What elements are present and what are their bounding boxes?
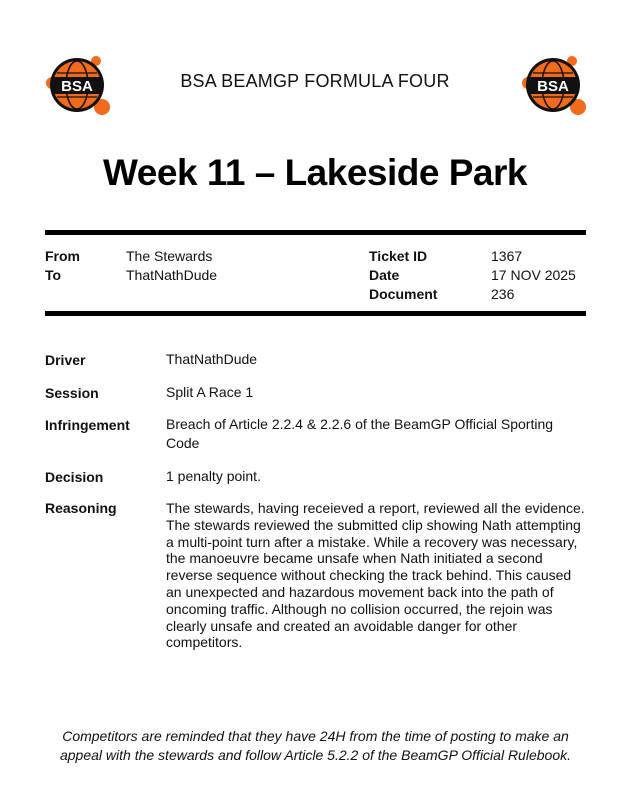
page-title: Week 11 – Lakeside Park — [103, 152, 527, 193]
decision-label: Decision — [45, 469, 104, 485]
date-value: 17 NOV 2025 — [491, 267, 576, 283]
reasoning-label: Reasoning — [45, 500, 117, 516]
to-label: To — [45, 267, 62, 283]
divider-bottom — [45, 311, 586, 316]
ticket-id-label: Ticket ID — [369, 248, 428, 264]
appeal-notice: Competitors are reminded that they have 24H from the time of posting to make an appeal with the stewards and follow Article 5.2.2 of the BeamGP Official Rulebook. — [59, 728, 571, 763]
logo-text: BSA — [61, 78, 93, 95]
divider-top — [45, 230, 586, 235]
session-label: Session — [45, 385, 99, 401]
ticket-id-value: 1367 — [491, 248, 523, 264]
logo-text: BSA — [537, 78, 569, 95]
date-label: Date — [369, 267, 400, 283]
infringement-value: Breach of Article 2.2.4 & 2.2.6 of the BeamGP Official Sporting Code — [166, 416, 554, 451]
driver-label: Driver — [45, 352, 86, 368]
from-label: From — [45, 248, 80, 264]
document-value: 236 — [491, 286, 515, 302]
from-value: The Stewards — [126, 248, 213, 264]
session-value: Split A Race 1 — [166, 384, 254, 400]
decision-value: 1 penalty point. — [166, 468, 261, 484]
infringement-label: Infringement — [45, 417, 130, 433]
to-value: ThatNathDude — [126, 267, 218, 283]
reasoning-value: The stewards, having receieved a report, reviewed all the evidence. The stewards reviewed the submitted clip showing Nath attempting a multi-point turn after a mistake. While a recovery was necessary, the manoeuvre became unsafe when Nath initiated a second reverse sequence without checking the track behind. This caused an unexpected and hazardous movement back into the path of oncoming traffic. Although no collision occurred, the rejoin was clearly unsafe and created an avoidable danger for other competitors. — [166, 500, 585, 651]
driver-value: ThatNathDude — [166, 351, 258, 367]
series-title: BSA BEAMGP FORMULA FOUR — [180, 71, 450, 91]
document-label: Document — [369, 286, 438, 302]
bsa-logo-right — [520, 53, 586, 117]
